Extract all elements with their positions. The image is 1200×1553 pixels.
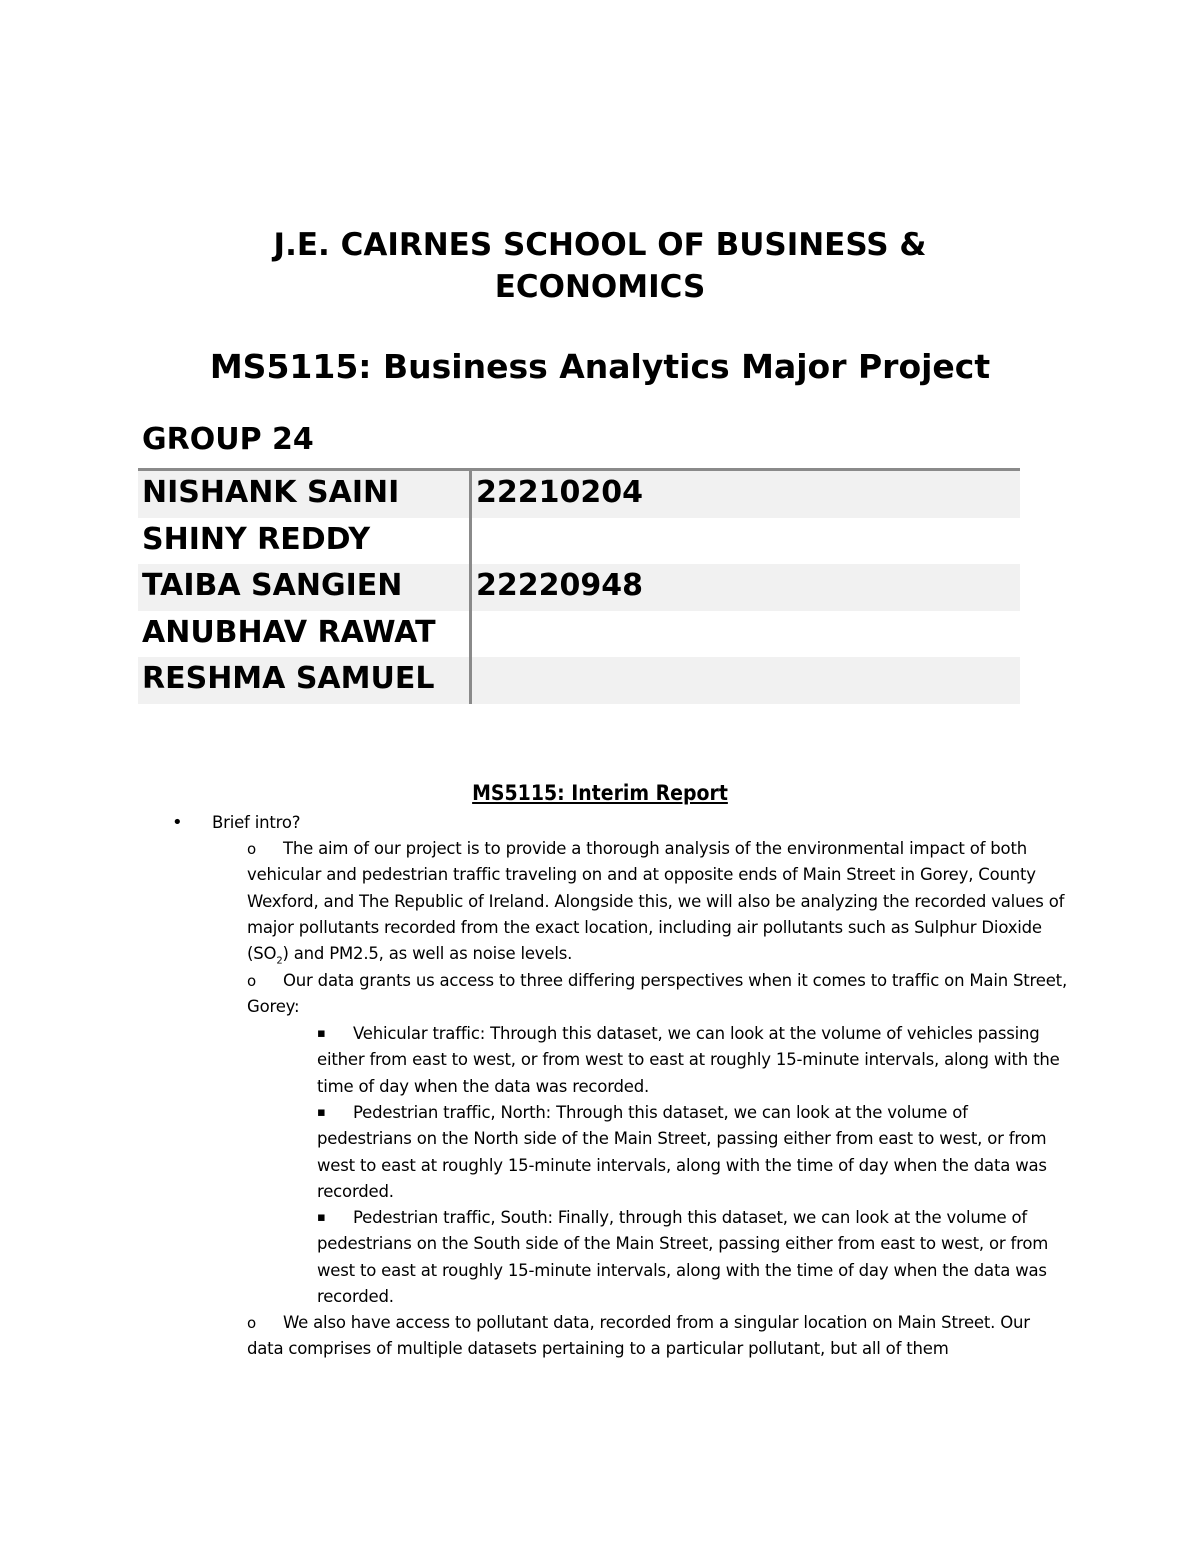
column-divider	[469, 657, 472, 704]
school-name-line-2: ECONOMICS	[494, 269, 706, 305]
school-name-line-1: J.E. CAIRNES SCHOOL OF BUSINESS &	[273, 227, 927, 263]
member-name: RESHMA SAMUEL	[142, 661, 435, 696]
member-name: SHINY REDDY	[142, 521, 371, 557]
aim-paragraph	[247, 836, 1067, 975]
perspectives-text: Our data grants us access to three differing perspectives when it comes to traffic on Main Street, Gorey:	[247, 971, 1067, 1017]
member-row	[138, 657, 1020, 704]
member-row	[138, 471, 1020, 518]
member-id: 22210204	[476, 475, 643, 510]
bullet-marker: •	[172, 812, 183, 833]
dataset-text: Vehicular traffic: Through this dataset, we can look at the volume of vehicles passing either from east to west, or from west to east at roughly 15-minute intervals, along with the time of day when the data was recorded.	[317, 1024, 1060, 1096]
aim-text	[247, 836, 1067, 975]
member-row	[138, 564, 1020, 611]
member-id: 22220948	[476, 568, 643, 603]
column-divider	[469, 564, 472, 611]
member-id	[476, 611, 1016, 658]
dataset-text: Pedestrian traffic, North: Through this dataset, we can look at the volume of pedestrians on the North side of the Main Street, passing either from east to west, or from west to east at roughly 15-minute intervals, along with the time of day when the data was recorded.	[317, 1103, 1047, 1201]
group-label: GROUP 24	[142, 422, 314, 457]
square-bullet-marker: ▪	[317, 1210, 326, 1225]
members-table	[138, 468, 1020, 704]
sub-bullet-marker: o	[247, 1314, 256, 1332]
aim-text-part-1: The aim of our project is to provide a thorough analysis of the environmental impact of both vehicular and pedestrian traffic traveling on and at opposite ends of Main Street in Gorey, County Wexford, and The Republic of Ireland. Alongside this, we will also be analyzing the recorded values of major pollutants recorded from the exact location, including air pollutants such as Sulphur Dioxide (SO	[247, 839, 1065, 964]
dataset-item-pedestrian-south	[317, 1205, 1062, 1310]
column-divider	[469, 611, 472, 658]
aim-text-part-2: ) and PM2.5, as well as noise levels.	[282, 944, 573, 964]
column-divider	[469, 471, 472, 518]
pollutant-paragraph	[247, 1310, 1067, 1363]
member-name: TAIBA SANGIEN	[142, 568, 403, 603]
square-bullet-marker: ▪	[317, 1105, 326, 1120]
member-name: NISHANK SAINI	[142, 475, 400, 510]
member-id	[476, 518, 1016, 565]
dataset-item-vehicular	[317, 1021, 1062, 1100]
sub-bullet-marker: o	[247, 840, 256, 858]
sub-bullet-marker: o	[247, 972, 256, 990]
dataset-item-pedestrian-north	[317, 1100, 1062, 1205]
member-row	[138, 518, 1020, 565]
square-bullet-marker: ▪	[317, 1026, 326, 1041]
member-name: ANUBHAV RAWAT	[142, 614, 436, 650]
pollutant-text: We also have access to pollutant data, recorded from a singular location on Main Street. Our data comprises of multiple datasets pertaining to a particular pollutant, but all of them	[247, 1313, 1030, 1359]
member-row	[138, 611, 1020, 658]
perspectives-paragraph	[247, 968, 1067, 1021]
intro-label: Brief intro?	[212, 813, 301, 832]
column-divider	[469, 518, 472, 565]
dataset-text: Pedestrian traffic, South: Finally, through this dataset, we can look at the volume of pedestrians on the South side of the Main Street, passing either from east to west, or from west to east at roughly 15-minute intervals, along with the time of day when the data was recorded.	[317, 1208, 1049, 1306]
course-title: MS5115: Business Analytics Major Project	[209, 347, 991, 386]
school-name	[130, 224, 1070, 308]
member-id	[476, 657, 1016, 704]
report-heading: MS5115: Interim Report	[472, 781, 728, 805]
aim-text-subscript: 2	[276, 955, 283, 967]
